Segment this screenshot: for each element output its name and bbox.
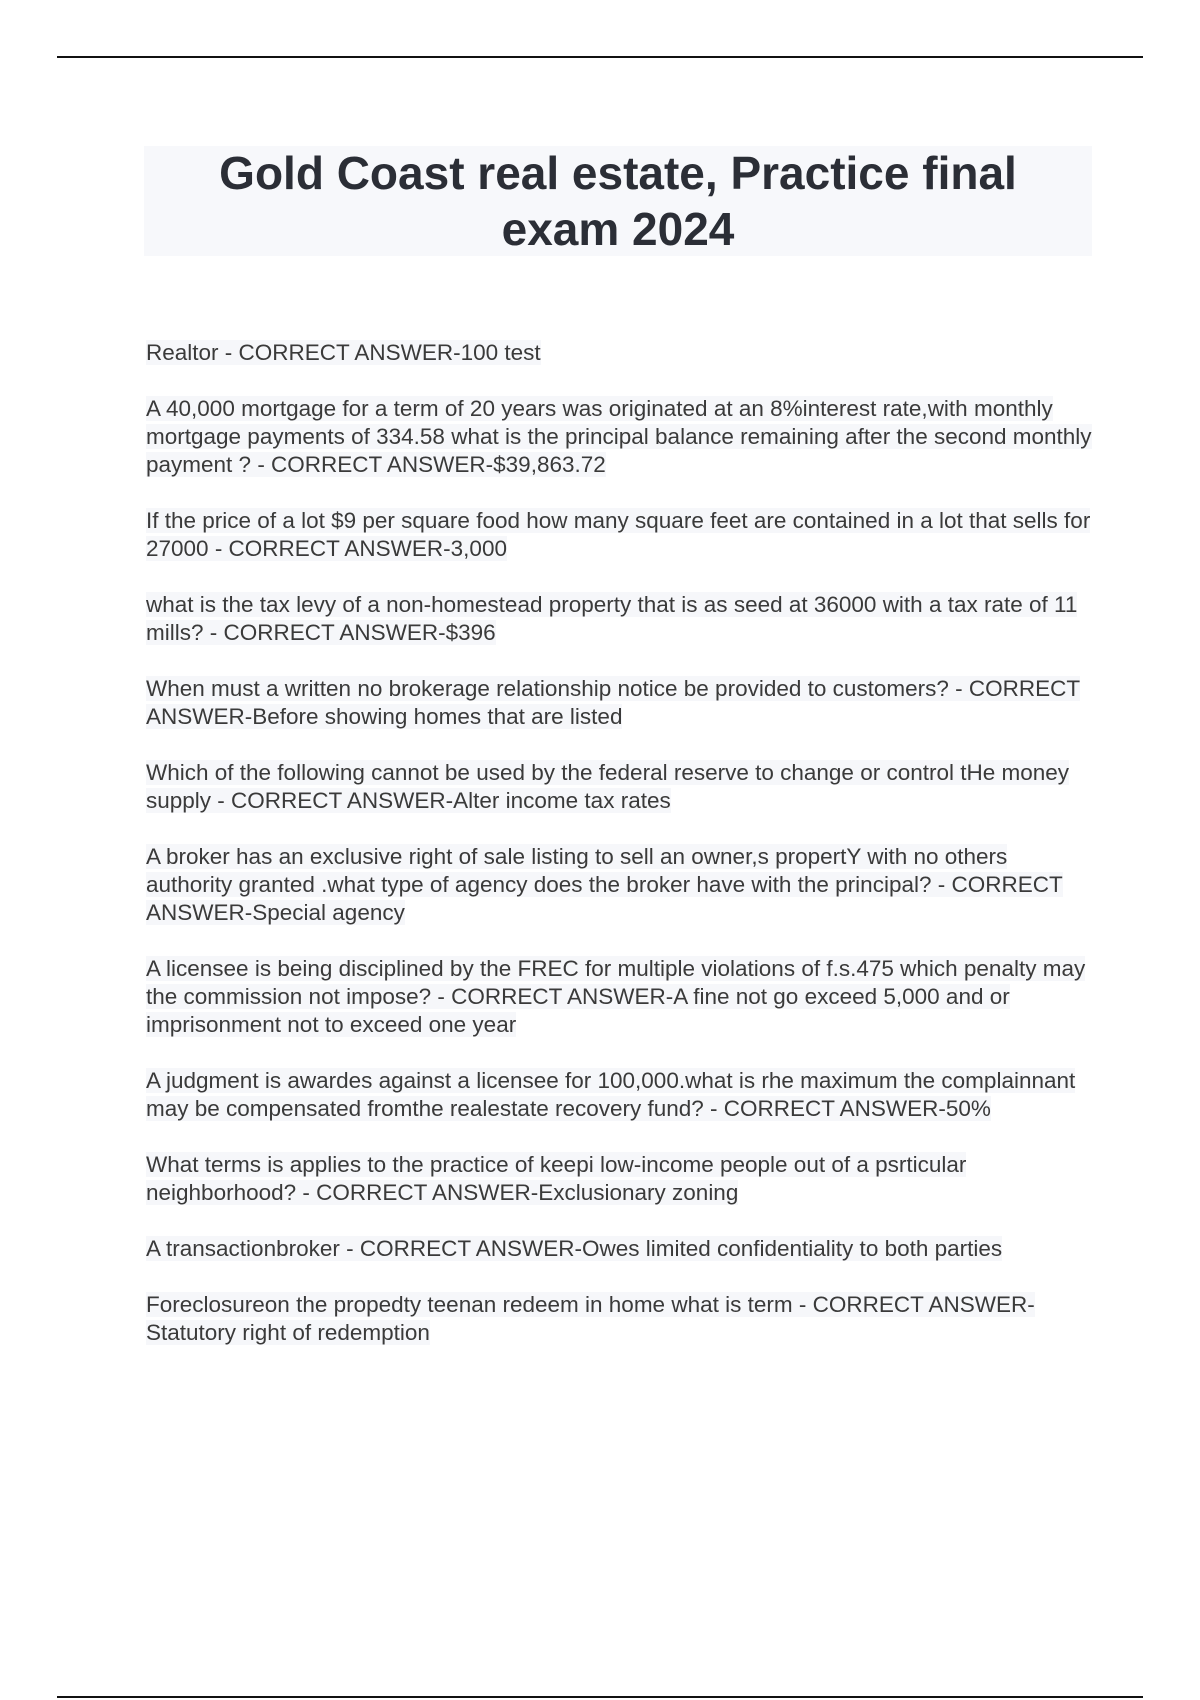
bottom-rule [57, 1696, 1143, 1698]
qa-text: What terms is applies to the practice of keepi low-income people out of a psrticular neighborhood? - CORRECT ANSWER-Exclusionary zoning [146, 1152, 967, 1205]
qa-text: A broker has an exclusive right of sale listing to sell an owner,s propertY with no others authority granted .what type of agency does the broker have with the principal? - CORRECT ANSWER-Special agency [146, 844, 1063, 925]
qa-text: A licensee is being disciplined by the FREC for multiple violations of f.s.475 which penalty may the commission not impose? - CORRECT ANSWER-A fine not go exceed 5,000 and or imprisonment not to exceed one year [146, 956, 1086, 1037]
qa-text: A 40,000 mortgage for a term of 20 years was originated at an 8%interest rate,with monthly mortgage payments of 334.58 what is the principal balance remaining after the second monthly payment ? - CORRECT ANSWER-$39,863.72 [146, 396, 1092, 477]
qa-item [146, 1291, 1096, 1347]
qa-text: Which of the following cannot be used by the federal reserve to change or control tHe money supply - CORRECT ANSWER-Alter income tax rates [146, 760, 1070, 813]
qa-text: A transactionbroker - CORRECT ANSWER-Owes limited confidentiality to both parties [146, 1236, 1003, 1261]
qa-item [146, 395, 1096, 479]
qa-item [146, 759, 1096, 815]
qa-text: When must a written no brokerage relationship notice be provided to customers? - CORRECT ANSWER-Before showing homes that are listed [146, 676, 1081, 729]
qa-text: If the price of a lot $9 per square food how many square feet are contained in a lot that sells for 27000 - CORRECT ANSWER-3,000 [146, 508, 1091, 561]
title-block [144, 146, 1092, 256]
qa-text: what is the tax levy of a non-homestead property that is as seed at 36000 with a tax rate of 11 mills? - CORRECT ANSWER-$396 [146, 592, 1078, 645]
qa-item [146, 675, 1096, 731]
document-title: Gold Coast real estate, Practice final exam 2024 [219, 147, 1017, 255]
qa-text: Realtor - CORRECT ANSWER-100 test [146, 340, 541, 365]
qa-item [146, 843, 1096, 927]
qa-item [146, 507, 1096, 563]
qa-item [146, 1067, 1096, 1123]
top-rule [57, 56, 1143, 58]
qa-item [146, 1235, 1096, 1263]
qa-list [146, 339, 1096, 1375]
qa-text: Foreclosureon the propedty teenan redeem in home what is term - CORRECT ANSWER-Statutory right of redemption [146, 1292, 1035, 1345]
qa-item [146, 1151, 1096, 1207]
qa-item [146, 339, 1096, 367]
qa-item [146, 591, 1096, 647]
qa-text: A judgment is awardes against a licensee for 100,000.what is rhe maximum the complainnant may be compensated fromthe realestate recovery fund? - CORRECT ANSWER-50% [146, 1068, 1076, 1121]
qa-item [146, 955, 1096, 1039]
